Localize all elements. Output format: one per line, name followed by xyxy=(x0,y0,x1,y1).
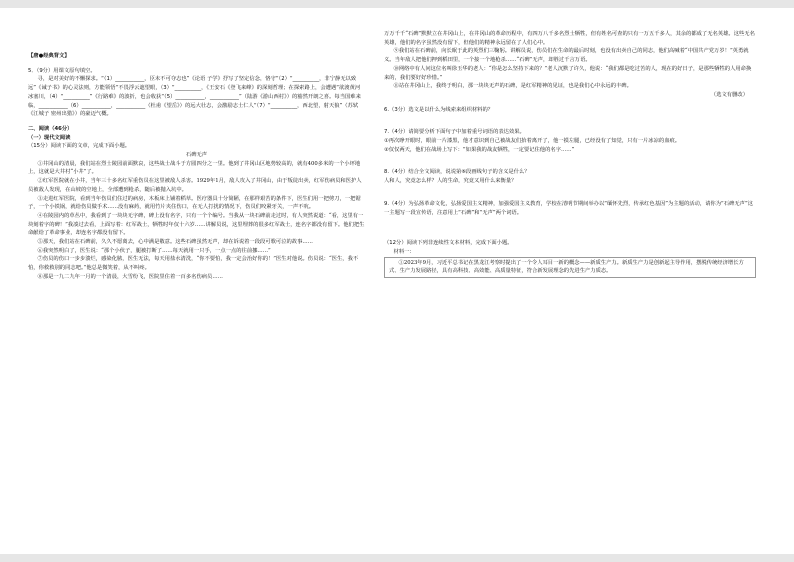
question-12-intro: （12分）阅读下列非连续性文本材料，完成下面小题。 xyxy=(384,240,513,247)
question-6: 6.（3分）选文是以什么为线索来组织材料的？ xyxy=(384,106,494,113)
essay-paragraph: ⑩网络中有人问这位名叫徐玉华的老人：“你是怎么坚持下来的？”老人沉默了许久，他说：“我们都是吃过苦的人，现在的好日子，是那些牺牲的人用命换来的，我们要好好珍惜。” xyxy=(384,65,752,81)
question-7-title: 7.（4分）请简要分析下面句子中加着重号词语的表达效果。 xyxy=(384,129,525,136)
source-note: （选文有删改） xyxy=(710,91,748,98)
material-1-label: 材料一： xyxy=(393,248,415,255)
essay-paragraph: ⑨我们站在石碑前，向长眠于此的英烈们三鞠躬。讲解员说，伤员们在生命的最后时刻，也没有出卖自己的同志，他们高喊着“中国共产党万岁！”英勇就义。当年敌人把他们押到稻田里，一个接一个地枪杀……“石碑”无声，却胜过千言万语。 xyxy=(384,48,749,64)
material-1-box xyxy=(384,257,756,278)
essay-title: 石碑无声 xyxy=(185,152,208,159)
top-strip xyxy=(0,0,794,8)
left-column xyxy=(28,30,365,282)
section-label: 【唐●经典背文】 xyxy=(28,53,70,59)
essay-paragraph: ⑪站在井冈山上，我终于明白，那一块块无声的石碑，是红军精神的见证，也是我们心中永远的丰碑。 xyxy=(393,83,632,90)
essay-paragraph: ⑦伤员的伤口一步步溃烂，感染化脓，医生无法，每天用盐水清洗，“你不要怕，我一定会治好你的！”医生对他说。伤员说：“医生，我不怕，你救救别的同志吧。”他总是微笑着，从不叫疼。 xyxy=(28,256,359,272)
essay-paragraph: 万万千千“石碑”默默立在井冈山上，在井冈山的革命历程中，有四万八千多名烈士牺牲，但有姓名可查的只有一万五千多人，其余的都成了无名英雄。这些无名英雄，他们的名字虽然没有留下，但他们的精神永远留在了人们心中。 xyxy=(384,31,755,46)
question-7-item-1: ①再次睁开眼时，眼前一片漆黑，他才意识到自己被战友们抬着离开了，他一摸左腿，已经没有了知觉，只有一片冰凉的血痕。 xyxy=(384,138,681,145)
bottom-strip xyxy=(0,554,794,562)
essay-continued xyxy=(384,30,756,91)
subsection-1-heading: （一）现代文阅读 xyxy=(28,134,71,141)
essay-paragraph: ⑥我突然明白了，医生说：“那个小伙子，腿被打断了……每天就用一只手，一点一点的往前挪……” xyxy=(37,247,271,254)
essay-body xyxy=(28,160,365,282)
question-15-intro: （15分）阅读下面的文章，完成下面小题。 xyxy=(28,143,131,150)
question-5-title: 5．（9分）用课文原句填空。 xyxy=(28,67,96,74)
question-9: 9.（4分）为弘扬革命文化，弘扬爱国主义精神，加强爱国主义教育，学校在清明节期间举办以“缅怀先烈，传承红色基因”为主题的活动，请你为“石碑无声”这一主题写一段宣传语，注意用上“石碑”和“无声”两个词语。 xyxy=(384,200,753,216)
question-8-title: 8.（4分）结合全文阅读，说说第⑥段画线句子的含义是什么？ xyxy=(384,169,530,176)
essay-paragraph: ②红军医院就在小井，当年三十多名红军重伤员在这里被敌人杀害。1929年1月，敌人攻入了井冈山，由于叛徒出卖，红军伤病员和医护人员被敌人发现，在山坡的空地上，全部遭到枪杀，随后被抛入坑中。 xyxy=(28,178,362,193)
part-2-heading: 二、阅读（46分） xyxy=(28,125,73,132)
essay-paragraph: ④在陵园内的草丛中，我看到了一块块无字碑，碑上没有名字，只有一个个编号。当我从一块石碑前走过时，有人突然说道：“看，这里有一块刻着字的碑！”我凑过去看，上面写着：红军战士，牺牲时年仅十六岁……讲解员说，这里埋葬的很多红军战士，连名字都没有留下。他们把生命献给了革命事业，却连名字都没有留下。 xyxy=(28,212,365,237)
question-8-body: 人和人，究竟怎么样？人的生命，究竟又用什么来衡量？ xyxy=(384,178,517,185)
essay-paragraph: ⑧那是一九二九年一月的一个清晨，大雪纷飞，医院里住着一百多名伤病员…… xyxy=(37,273,223,280)
question-7-item-2: ②仅仅两天，他们在战场上写下：“如果我的战友牺牲，一定要记住他的名字……” xyxy=(384,146,575,153)
essay-paragraph: ①井冈山的清晨，我们站在烈士陵园前面默哀，这些战士战斗于方圆四分之一里。他到了井冈山区地势较高的，就有400多米的一个小坪地上，这就是大井村“小井”了。 xyxy=(28,160,361,176)
right-column xyxy=(384,30,756,278)
material-1-text: ①2023年9月，习近平总书记在黑龙江考察时提出了一个令人耳目一新的概念——新质生产力。新质生产力是创新起主导作用，摆脱传统经济增长方式、生产力发展路径，具有高科技、高效能、高质量特征，符合新发展理念的先进生产力质态。 xyxy=(389,259,744,275)
essay-paragraph: ⑤那天，我们站在石碑前，久久不愿离去，心中满是敬意。这些石碑虽然无声，却在诉说着一段段可歌可泣的故事…… xyxy=(37,239,313,246)
question-5-body: 寻，是对美好的不懈探求。“（1）___________，臣未不可夺志也”《论语 子学》抒写了坚定信念，恪守“（2）“__________，非宁静无以致远”《诫子书》的心灵法则，方能领悟“不畏浮云遮望眼，（3）“__________，《王安石《登飞来峰》的深刻哲理；在探索路上，会遭遇“欲渡黄河冰塞川，（4）“__________”《行路难》的波折，也会收获“（5）___________，___________”（陆游《游山西村》）的豁然开朗之喜。每当国难来临，___________（6）___________，___________（杜甫《望岳》）的远大壮志，会激励志士仁人“（7）“__________，西北望，射天狼”（苏轼《江城子 密州出猎》）的豪迈气概。 xyxy=(28,76,361,118)
essay-paragraph: ③走进红军医院，看到当年伤员们住过的病房，木板床上铺着稻草。医疗器具十分简陋，在那样艰苦的条件下，医生们用一把剪刀，一把锯子，一个小铁锅，就给伤员做手术……没有麻药，就用竹片夹住伤口，在无人打扰的情况下，伤员们咬紧牙关，一声不吭。 xyxy=(28,195,361,211)
